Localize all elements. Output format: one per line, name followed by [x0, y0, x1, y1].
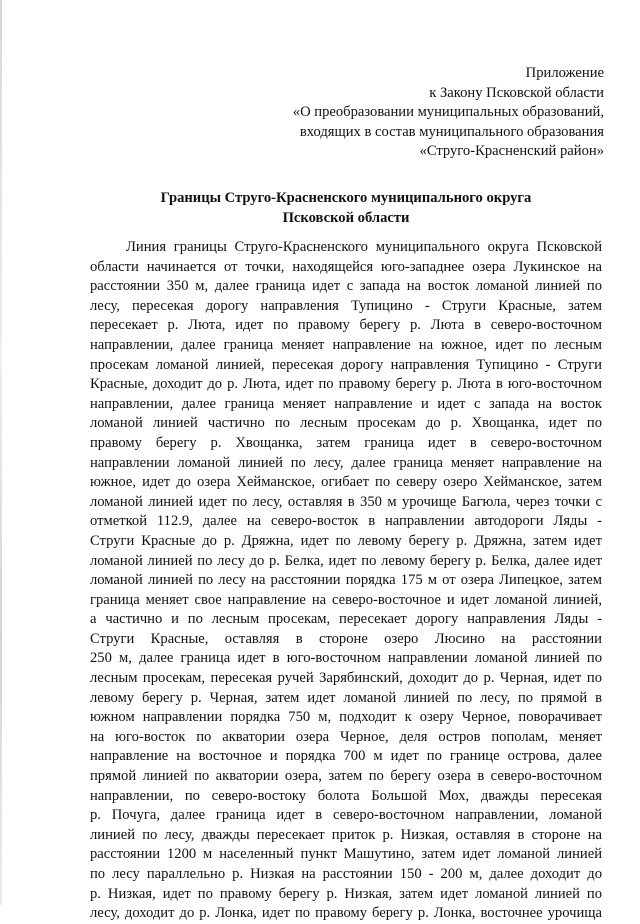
title-line: Границы Струго-Красненского муниципального округа [160, 190, 532, 206]
paragraph-line: правому берегу р. Хвощанка, затем граница идет в северо-восточном [90, 434, 602, 451]
document-title [90, 189, 602, 228]
paragraph-line: расстоянии 350 м, далее граница идет с запада на восток ломаной линией по [90, 278, 602, 295]
appendix-line: Приложение [525, 65, 604, 81]
paragraph-line: ломаной линией по лесу на расстоянии порядка 175 м от озера Липецкое, затем [90, 572, 602, 589]
paragraph-line: р. Почуга, далее граница идет в северо-восточном направлении, ломаной [90, 807, 602, 824]
paragraph-line: пересекает р. Люта, идет по правому берегу р. Люта в северо-восточном [90, 317, 602, 334]
paragraph-line: отметкой 112.9, далее на северо-восток в направлении автодороги Ляды - [90, 513, 602, 530]
paragraph-line: р. Низкая, идет по правому берегу р. Низкая, затем идет ломаной линией по [90, 885, 602, 902]
paragraph-line: лесу, пересекая дорогу направления Тупицино - Струги Красные, затем [90, 297, 602, 314]
body-paragraph [90, 238, 602, 924]
paragraph-line: на юго-восток по акватории озера Черное, деля остров пополам, меняет [90, 728, 602, 745]
appendix-line: «Струго-Красненский район» [419, 143, 604, 160]
paragraph-line: прямой линией по акватории озера, затем по берегу озера в северо-восточном [90, 768, 602, 785]
paragraph-line: 250 м, далее граница идет в юго-восточном направлении ломаной линией по [90, 650, 602, 667]
paragraph-line: направлении, далее граница меняет направление на южное, идет по лесным [90, 336, 602, 353]
paragraph-line: ломаной линией частично по лесным просекам до р. Хвощанка, идет по [90, 415, 602, 432]
title-line: Псковской области [282, 209, 410, 226]
paragraph-line: лесным просекам, пересекая ручей Зарябинский, доходит до р. Черная, идет по [90, 670, 602, 687]
paragraph-line: граница меняет свое направление на северо-восточное и идет ломаной линией, [90, 591, 602, 608]
appendix-line: входящих в состав муниципального образования [299, 123, 604, 140]
paragraph-line: просекам ломаной линией, пересекая дорогу направления Тупицино - Струги [90, 356, 602, 373]
paragraph-line: а частично и по лесным просекам, пересекает дорогу направления Ляды - [90, 611, 602, 628]
appendix-line: к Закону Псковской области [429, 84, 604, 101]
paragraph-line: Струги Красные, оставляя в стороне озеро Люсино на расстоянии [90, 630, 602, 647]
paragraph-line: линией по лесу, дважды пересекает приток р. Низкая, оставляя в стороне на [90, 826, 602, 843]
paragraph-line: направлении ломаной линией по лесу, далее граница меняет направление на [90, 454, 602, 471]
appendix-header [293, 64, 604, 162]
paragraph-line: по лесу параллельно р. Низкая на расстоянии 150 - 200 м, далее доходит до [90, 866, 602, 882]
paragraph-line: левому берегу р. Черная, затем идет ломаной линией по лесу, по прямой в [90, 689, 602, 706]
paragraph-line: Линия границы Струго-Красненского муниципального округа Псковской [126, 239, 602, 255]
paragraph-line: направление на восточное и порядка 700 м идет по границе острова, далее [90, 748, 602, 765]
paragraph-line: направлении, по северо-востоку болота Большой Мох, дважды пересекая [90, 787, 602, 804]
paragraph-line: области начинается от точки, находящейся юго-западнее озера Лукинское на [90, 258, 602, 275]
paragraph-line: расстоянии 1200 м населенный пункт Машутино, затем идет ломаной линией [90, 846, 602, 863]
paragraph-line: ломаной линией идет по лесу, оставляя в 350 м урочище Багюла, через точки с [90, 493, 602, 510]
paragraph-line: южное, идет до озера Хейманское, огибает по северу озеро Хейманское, затем [90, 474, 602, 491]
appendix-line: «О преобразовании муниципальных образований, [292, 104, 604, 121]
paragraph-line: лесу, доходит до р. Лонка, идет по правому берегу р. Лонка, восточнее урочища [90, 905, 602, 922]
paragraph-line: южном направлении порядка 750 м, подходит к озеру Черное, поворачивает [90, 709, 602, 726]
paragraph-line: Струги Красные до р. Дряжна, идет по левому берегу р. Дряжна, затем идет [90, 532, 602, 549]
scan-edge [0, 0, 2, 905]
paragraph-line: ломаной линией по лесу до р. Белка, идет по левому берегу р. Белка, далее идет [90, 552, 602, 569]
paragraph-line: направлении, далее граница меняет направление и идет с запада на восток [90, 395, 602, 412]
paragraph-line: Красные, доходит до р. Люта, идет по правому берегу р. Люта в юго-восточном [90, 376, 602, 393]
